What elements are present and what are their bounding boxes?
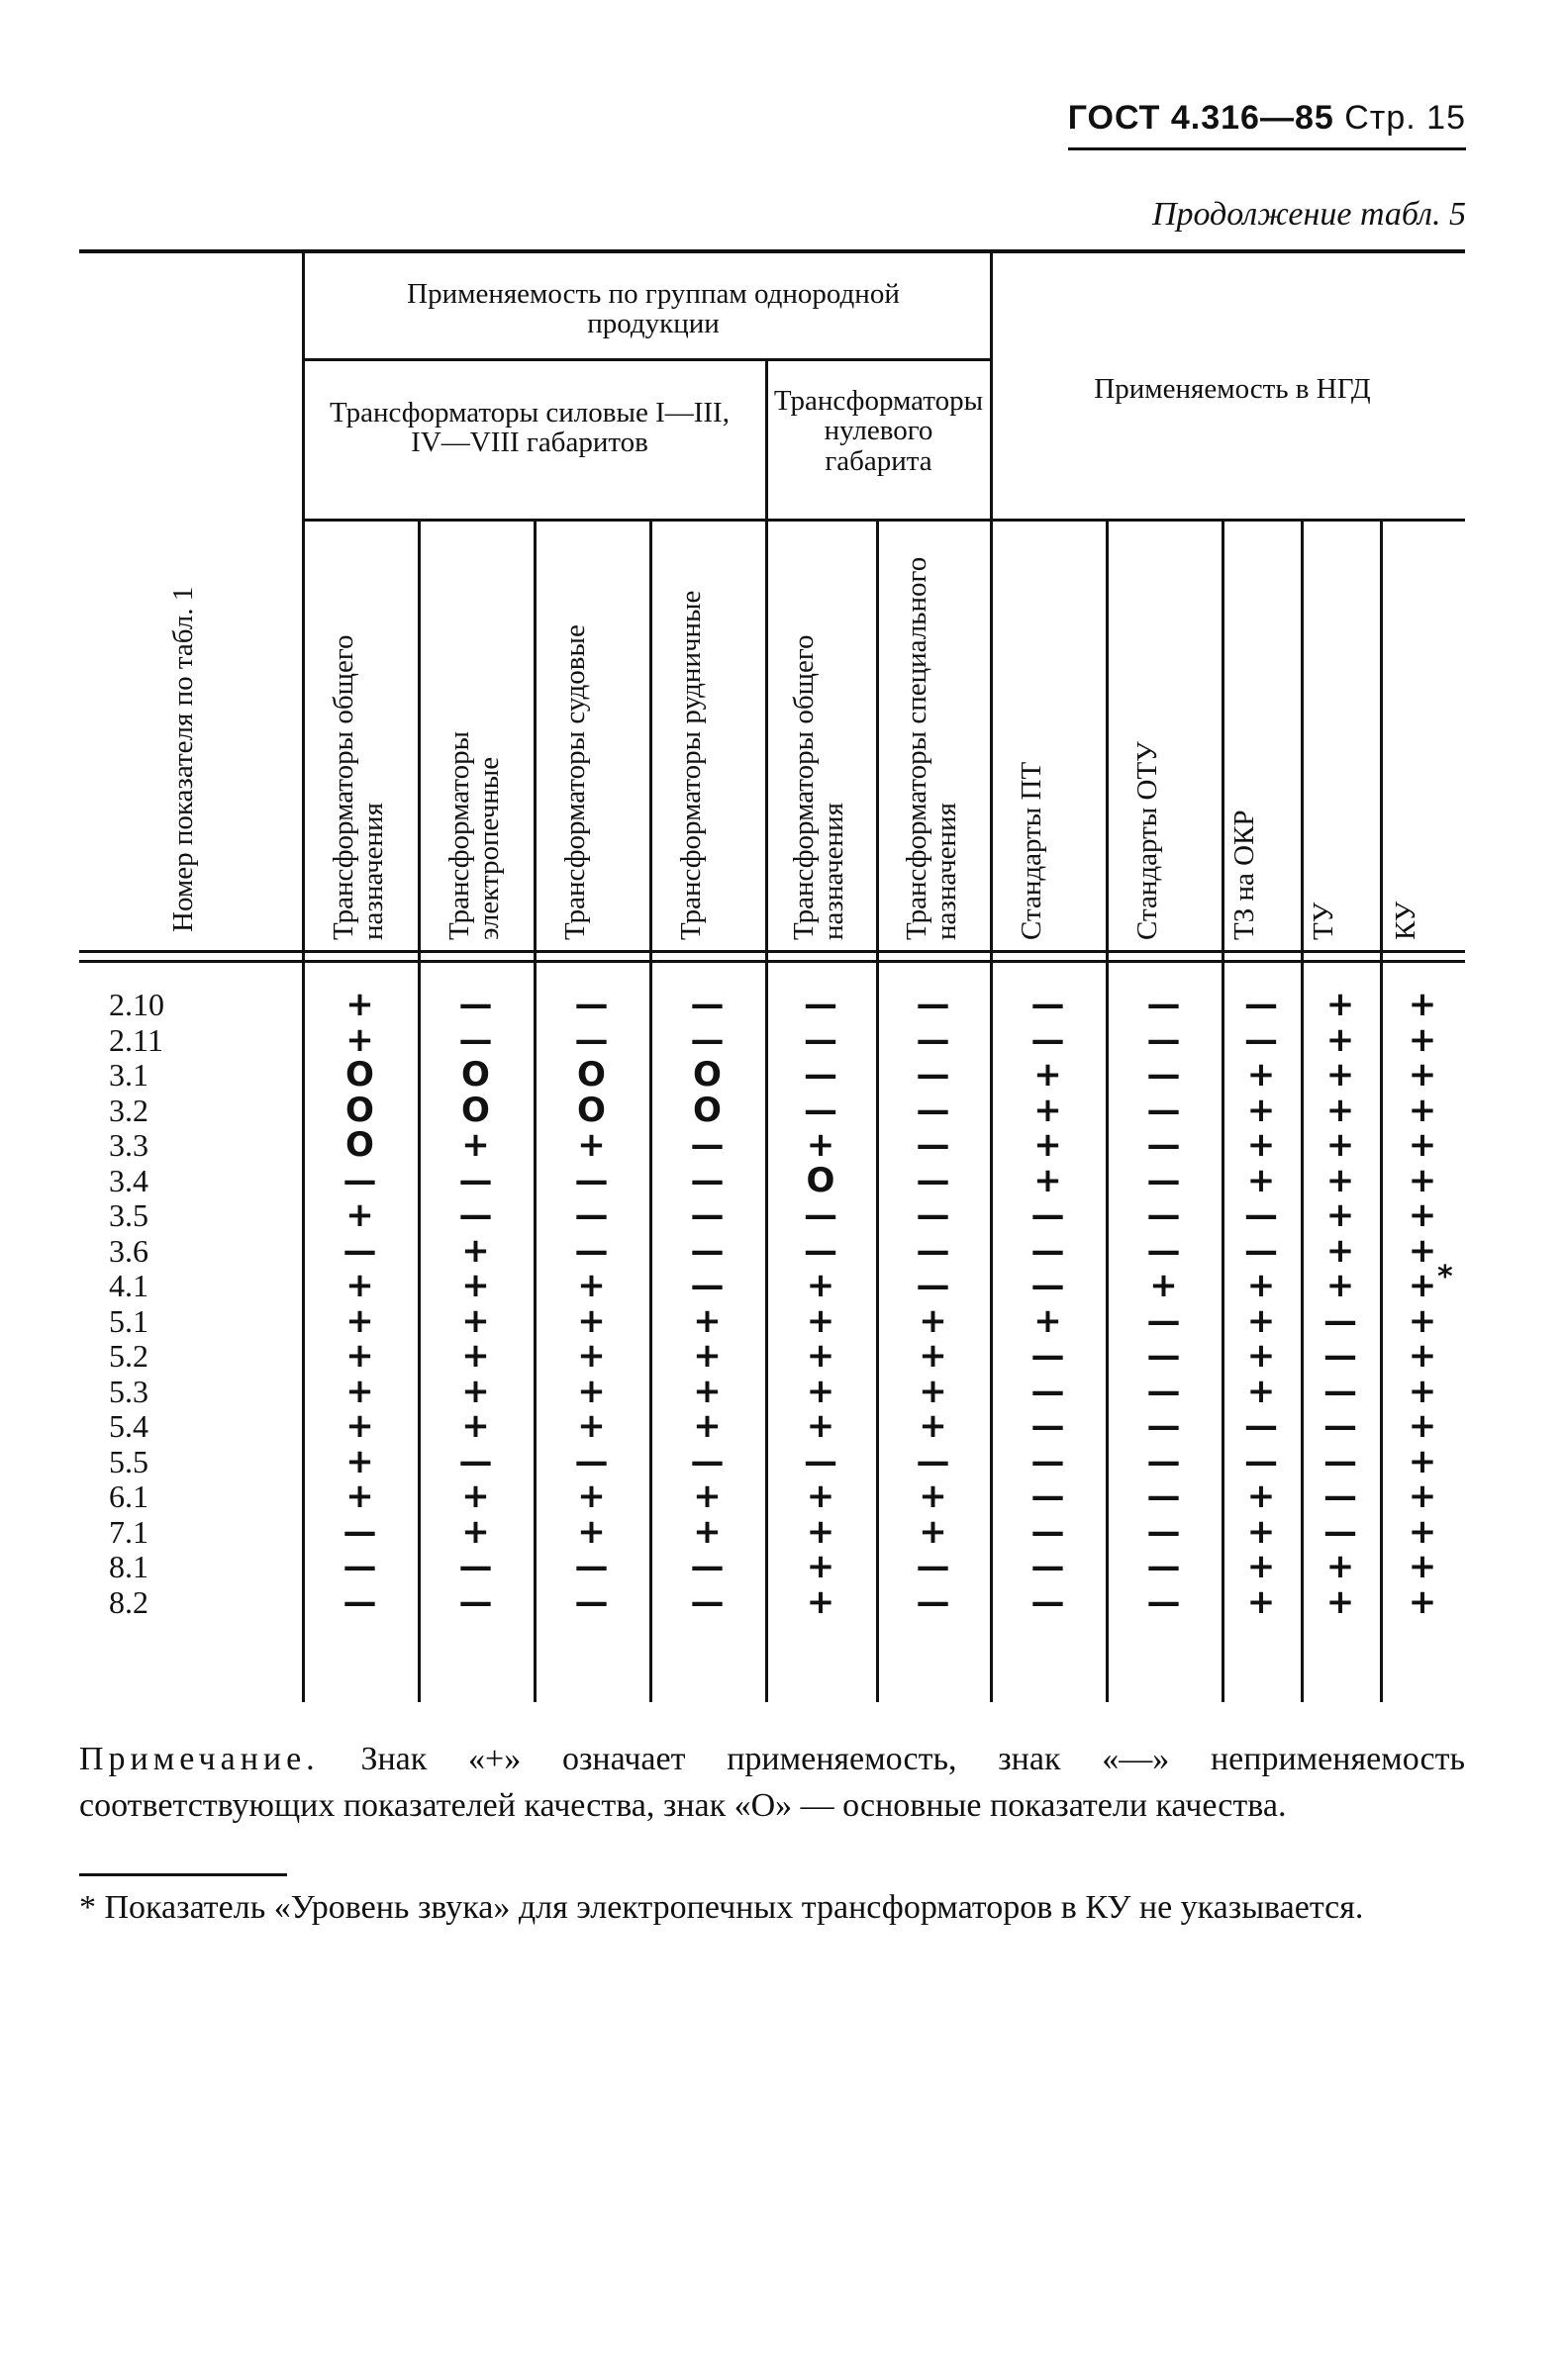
- row-number: 6.1: [109, 1478, 148, 1514]
- row-number: 8.2: [109, 1583, 148, 1620]
- table-cell: +: [1408, 1195, 1437, 1235]
- table-note: [79, 1737, 1465, 1830]
- table-cell: +: [577, 1511, 606, 1552]
- table-cell: +: [345, 1476, 374, 1516]
- table-cell: +: [1408, 1441, 1437, 1481]
- table-cell: —: [1146, 1336, 1181, 1376]
- table-cell: O: [345, 1125, 374, 1165]
- table-cell: —: [690, 1230, 725, 1271]
- table-cell: —: [1030, 1230, 1065, 1271]
- table-cell: +: [1325, 1019, 1355, 1060]
- table-cell: +: [806, 1371, 835, 1411]
- table-cell: +: [1408, 1476, 1437, 1516]
- table-cell: —: [458, 1019, 493, 1060]
- table-cell: —: [1323, 1441, 1357, 1481]
- table-cell: +: [919, 1476, 947, 1516]
- table-cell: +: [1246, 1090, 1276, 1130]
- table-cell: +: [1246, 1371, 1276, 1411]
- table-cell: +: [806, 1476, 835, 1516]
- row-number: 7.1: [109, 1513, 148, 1550]
- vline: [534, 522, 537, 1702]
- table-cell: +: [1033, 1125, 1062, 1165]
- footnote-separator: [79, 1873, 287, 1876]
- table-cell: +: [461, 1371, 490, 1411]
- table-cell: +: [1325, 1125, 1355, 1165]
- table-cell: —: [1323, 1336, 1357, 1376]
- header-bottom-rule: [79, 950, 1465, 953]
- row-number: 3.1: [109, 1057, 148, 1093]
- table-cell: +: [1408, 1230, 1437, 1271]
- table-cell: —: [1244, 1195, 1278, 1235]
- table-cell: +: [345, 1336, 374, 1376]
- table-cell: +: [1408, 1300, 1437, 1341]
- table-cell: +: [806, 1406, 835, 1446]
- footnote: * Показатель «Уровень звука» для электропечных трансформаторов в КУ не указывается.: [79, 1889, 1364, 1926]
- table-cell: —: [1244, 1441, 1278, 1481]
- table-cell: —: [1146, 1125, 1181, 1165]
- table-cell: —: [916, 1125, 950, 1165]
- table-cell: —: [1323, 1406, 1357, 1446]
- table-cell: +: [693, 1476, 722, 1516]
- column-header: Трансформаторы судовые: [558, 624, 591, 940]
- column-header: Трансформаторы общего назначения: [327, 634, 389, 940]
- vline: [1380, 522, 1383, 1702]
- table-cell: O: [345, 1090, 374, 1130]
- vline-ngd: [990, 249, 993, 1702]
- table-cell: +: [577, 1266, 606, 1305]
- footnote-marker: *: [1437, 1260, 1453, 1294]
- table-cell: —: [342, 1547, 377, 1586]
- table-cell: O: [693, 1055, 722, 1095]
- vline: [649, 522, 652, 1702]
- column-header: Трансформаторы специального назначения: [900, 556, 962, 940]
- table-cell: —: [690, 1441, 725, 1481]
- table-cell: —: [804, 985, 837, 1024]
- table-cell: +: [577, 1336, 606, 1376]
- table-cell: +: [461, 1300, 490, 1341]
- row-number: 5.1: [109, 1302, 148, 1339]
- table-cell: —: [916, 1441, 950, 1481]
- table-cell: —: [1146, 1090, 1181, 1130]
- table-cell: +: [577, 1300, 606, 1341]
- table-cell: —: [1030, 1581, 1065, 1622]
- table-cell: +: [1325, 1266, 1355, 1305]
- table-cell: +: [1408, 1019, 1437, 1060]
- table-cell: +: [345, 1441, 374, 1481]
- table-cell: +: [345, 985, 374, 1024]
- table-cell: +: [345, 1019, 374, 1060]
- table-cell: +: [1325, 1195, 1355, 1235]
- table-cell: +: [345, 1371, 374, 1411]
- vline: [418, 522, 421, 1702]
- table-cell: —: [916, 1547, 950, 1586]
- ngd-header: Применяемость в НГД: [1094, 373, 1371, 405]
- table-cell: +: [1408, 1406, 1437, 1446]
- table-cell: O: [345, 1055, 374, 1095]
- table-cell: +: [919, 1336, 947, 1376]
- table-cell: +: [1246, 1266, 1276, 1305]
- table-cell: —: [458, 985, 493, 1024]
- table-cell: —: [690, 1581, 725, 1622]
- table-cell: —: [690, 1195, 725, 1235]
- table-cell: —: [690, 1266, 725, 1305]
- subgroup-power-header: Трансформаторы силовые I—III, IV—VIII габаритов: [330, 397, 730, 459]
- subgroup-zero-header: Трансформаторы нулевого габарита: [773, 385, 984, 477]
- row-number: 3.5: [109, 1197, 148, 1233]
- table-cell: —: [690, 1019, 725, 1060]
- table-cell: —: [1030, 1195, 1065, 1235]
- table-cell: —: [916, 1581, 950, 1622]
- page-number: Стр. 15: [1344, 99, 1466, 137]
- table-cell: —: [574, 1230, 609, 1271]
- row-number: 5.2: [109, 1338, 148, 1374]
- table-cell: +: [806, 1125, 835, 1165]
- table-cell: —: [1146, 1476, 1181, 1516]
- table-cell: —: [1146, 1547, 1181, 1586]
- column-header: Трансформаторы рудничные: [674, 590, 707, 940]
- table-cell: —: [804, 1195, 837, 1235]
- table-cell: —: [804, 1055, 837, 1095]
- table-cell: +: [806, 1581, 835, 1622]
- table-cell: +: [1033, 1300, 1062, 1341]
- table-cell: —: [574, 985, 609, 1024]
- table-cell: +: [1408, 1266, 1437, 1305]
- table-cell: +: [345, 1406, 374, 1446]
- table-cell: +: [461, 1406, 490, 1446]
- table-cell: +: [919, 1511, 947, 1552]
- table-cell: +: [1325, 1547, 1355, 1586]
- table-cell: +: [693, 1336, 722, 1376]
- table-cell: —: [458, 1441, 493, 1481]
- table-cell: +: [577, 1371, 606, 1411]
- table-cell: —: [690, 985, 725, 1024]
- table-cell: —: [1030, 1406, 1065, 1446]
- table-cell: +: [806, 1300, 835, 1341]
- table-cell: +: [577, 1406, 606, 1446]
- column-header: Трансформаторы электропечные: [442, 730, 505, 940]
- table-cell: +: [693, 1300, 722, 1341]
- table-cell: +: [1033, 1160, 1062, 1200]
- row-number: 8.1: [109, 1549, 148, 1584]
- table-cell: +: [806, 1511, 835, 1552]
- table-cell: +: [461, 1125, 490, 1165]
- table-cell: +: [1408, 985, 1437, 1024]
- table-cell: +: [1408, 1160, 1437, 1200]
- column-header: Стандарты ОТУ: [1130, 741, 1163, 940]
- table-cell: —: [1146, 1371, 1181, 1411]
- table-cell: +: [919, 1371, 947, 1411]
- note-text: Знак «+» означает применяемость, знак «—» неприменяемость соответствующих показателей качества, знак «О» — основные показатели качества.: [79, 1741, 1466, 1824]
- table-cell: O: [461, 1090, 490, 1130]
- vline: [1106, 522, 1109, 1702]
- table-cell: +: [345, 1266, 374, 1305]
- table-cell: +: [1408, 1090, 1437, 1130]
- table-cell: —: [1146, 1300, 1181, 1341]
- table-cell: —: [804, 1019, 837, 1060]
- row-number: 2.10: [109, 987, 164, 1022]
- page-header: [1068, 99, 1466, 150]
- table-cell: —: [458, 1581, 493, 1622]
- applicability-table: [79, 249, 1465, 1702]
- table-cell: —: [1146, 1160, 1181, 1200]
- row-number: 2.11: [109, 1021, 163, 1058]
- table-cell: —: [342, 1581, 377, 1622]
- column-header: Стандарты ПТ: [1015, 761, 1047, 940]
- table-cell: —: [1323, 1300, 1357, 1341]
- table-cell: +: [1408, 1055, 1437, 1095]
- table-cell: —: [804, 1441, 837, 1481]
- table-cell: —: [1244, 1406, 1278, 1446]
- table-cell: +: [1246, 1476, 1276, 1516]
- table-cell: +: [1325, 1055, 1355, 1095]
- vline: [1301, 522, 1304, 1702]
- table-cell: —: [1030, 985, 1065, 1024]
- table-cell: —: [1030, 1266, 1065, 1305]
- table-cell: +: [461, 1336, 490, 1376]
- table-cell: +: [919, 1406, 947, 1446]
- table-cell: —: [1244, 1230, 1278, 1271]
- group-header: Применяемость по группам однородной продукции: [407, 278, 900, 340]
- table-cell: +: [693, 1371, 722, 1411]
- note-label: Примечание.: [79, 1741, 320, 1777]
- table-cell: +: [1325, 1090, 1355, 1130]
- table-cell: —: [458, 1547, 493, 1586]
- table-cell: —: [916, 1019, 950, 1060]
- table-cell: +: [1325, 985, 1355, 1024]
- table-cell: —: [1146, 1511, 1181, 1552]
- table-cell: +: [1325, 1230, 1355, 1271]
- table-cell: O: [806, 1160, 835, 1200]
- table-cell: +: [1408, 1371, 1437, 1411]
- table-cell: +: [1033, 1055, 1062, 1095]
- table-cell: —: [342, 1511, 377, 1552]
- table-cell: —: [1146, 1581, 1181, 1622]
- table-cell: —: [1146, 1441, 1181, 1481]
- table-cell: —: [574, 1547, 609, 1586]
- row-number: 3.4: [109, 1162, 148, 1198]
- table-cell: —: [342, 1230, 377, 1271]
- table-cell: +: [1149, 1266, 1178, 1305]
- table-cell: +: [1246, 1160, 1276, 1200]
- table-caption: Продолжение табл. 5: [1151, 196, 1466, 233]
- table-cell: —: [1146, 1230, 1181, 1271]
- table-cell: +: [806, 1547, 835, 1586]
- table-cell: +: [461, 1476, 490, 1516]
- table-cell: +: [345, 1300, 374, 1341]
- table-cell: —: [1030, 1476, 1065, 1516]
- column-header: ТУ: [1308, 902, 1339, 940]
- table-cell: +: [1246, 1055, 1276, 1095]
- table-cell: +: [1246, 1300, 1276, 1341]
- table-cell: —: [574, 1441, 609, 1481]
- table-cell: —: [574, 1160, 609, 1200]
- table-cell: —: [1146, 1019, 1181, 1060]
- table-cell: +: [1246, 1547, 1276, 1586]
- column-header: КУ: [1390, 901, 1421, 940]
- table-cell: O: [693, 1090, 722, 1130]
- table-cell: +: [1408, 1547, 1437, 1586]
- table-cell: —: [916, 1160, 950, 1200]
- table-cell: +: [461, 1511, 490, 1552]
- table-cell: +: [806, 1336, 835, 1376]
- table-cell: —: [916, 1195, 950, 1235]
- table-cell: —: [1146, 1195, 1181, 1235]
- table-cell: +: [1325, 1581, 1355, 1622]
- table-cell: —: [1030, 1019, 1065, 1060]
- table-cell: —: [1146, 1406, 1181, 1446]
- table-cell: +: [1408, 1336, 1437, 1376]
- table-cell: O: [577, 1090, 606, 1130]
- table-cell: —: [1030, 1547, 1065, 1586]
- column-header-divider: [302, 519, 1465, 522]
- column-header: Трансформаторы общего назначения: [788, 634, 850, 940]
- row-number: 3.2: [109, 1092, 148, 1128]
- table-cell: +: [806, 1266, 835, 1305]
- table-cell: —: [1244, 1019, 1278, 1060]
- table-cell: —: [1323, 1511, 1357, 1552]
- table-cell: —: [1030, 1441, 1065, 1481]
- row-number: 5.5: [109, 1443, 148, 1479]
- table-cell: —: [1323, 1476, 1357, 1516]
- table-cell: +: [1246, 1581, 1276, 1622]
- table-cell: —: [574, 1019, 609, 1060]
- table-cell: +: [1246, 1511, 1276, 1552]
- table-cell: —: [916, 1090, 950, 1130]
- number-column-header: Номер показателя по табл. 1: [167, 586, 199, 932]
- table-cell: —: [458, 1160, 493, 1200]
- table-cell: —: [1146, 985, 1181, 1024]
- table-cell: O: [461, 1055, 490, 1095]
- row-number: 5.3: [109, 1373, 148, 1409]
- table-cell: +: [1246, 1125, 1276, 1165]
- table-cell: +: [1246, 1336, 1276, 1376]
- table-cell: +: [1408, 1125, 1437, 1165]
- table-cell: —: [1146, 1055, 1181, 1095]
- vline: [876, 522, 879, 1702]
- table-cell: +: [1033, 1090, 1062, 1130]
- table-cell: —: [342, 1160, 377, 1200]
- row-number: 3.3: [109, 1127, 148, 1163]
- table-cell: —: [804, 1230, 837, 1271]
- table-cell: +: [693, 1406, 722, 1446]
- row-number: 4.1: [109, 1268, 148, 1303]
- row-number: 5.4: [109, 1408, 148, 1444]
- table-cell: +: [461, 1230, 490, 1271]
- vline-subgroup: [765, 361, 768, 1702]
- row-number: 3.6: [109, 1232, 148, 1269]
- table-cell: —: [1030, 1511, 1065, 1552]
- vline-number: [302, 249, 305, 1702]
- table-cell: —: [916, 1266, 950, 1305]
- column-header: ТЗ на ОКР: [1228, 809, 1260, 940]
- table-cell: —: [916, 1230, 950, 1271]
- table-cell: —: [458, 1195, 493, 1235]
- table-cell: +: [693, 1511, 722, 1552]
- table-cell: +: [1408, 1581, 1437, 1622]
- table-cell: +: [577, 1125, 606, 1165]
- table-cell: —: [1030, 1336, 1065, 1376]
- header-bottom-rule-2: [79, 960, 1465, 963]
- table-cell: —: [690, 1125, 725, 1165]
- table-top-rule: [79, 249, 1465, 253]
- table-cell: —: [690, 1160, 725, 1200]
- table-cell: —: [916, 1055, 950, 1095]
- table-cell: —: [574, 1195, 609, 1235]
- group-divider: [302, 358, 990, 361]
- table-cell: —: [1323, 1371, 1357, 1411]
- table-cell: —: [574, 1581, 609, 1622]
- table-cell: +: [1325, 1160, 1355, 1200]
- gost-number: ГОСТ 4.316—85: [1067, 99, 1334, 137]
- table-cell: +: [919, 1300, 947, 1341]
- table-cell: +: [345, 1195, 374, 1235]
- table-cell: —: [690, 1547, 725, 1586]
- table-cell: —: [1030, 1371, 1065, 1411]
- table-cell: +: [1408, 1511, 1437, 1552]
- table-cell: —: [1244, 985, 1278, 1024]
- table-cell: —: [804, 1090, 837, 1130]
- table-cell: O: [577, 1055, 606, 1095]
- table-cell: +: [577, 1476, 606, 1516]
- table-cell: +: [461, 1266, 490, 1305]
- table-cell: —: [916, 985, 950, 1024]
- vline: [1222, 522, 1224, 1702]
